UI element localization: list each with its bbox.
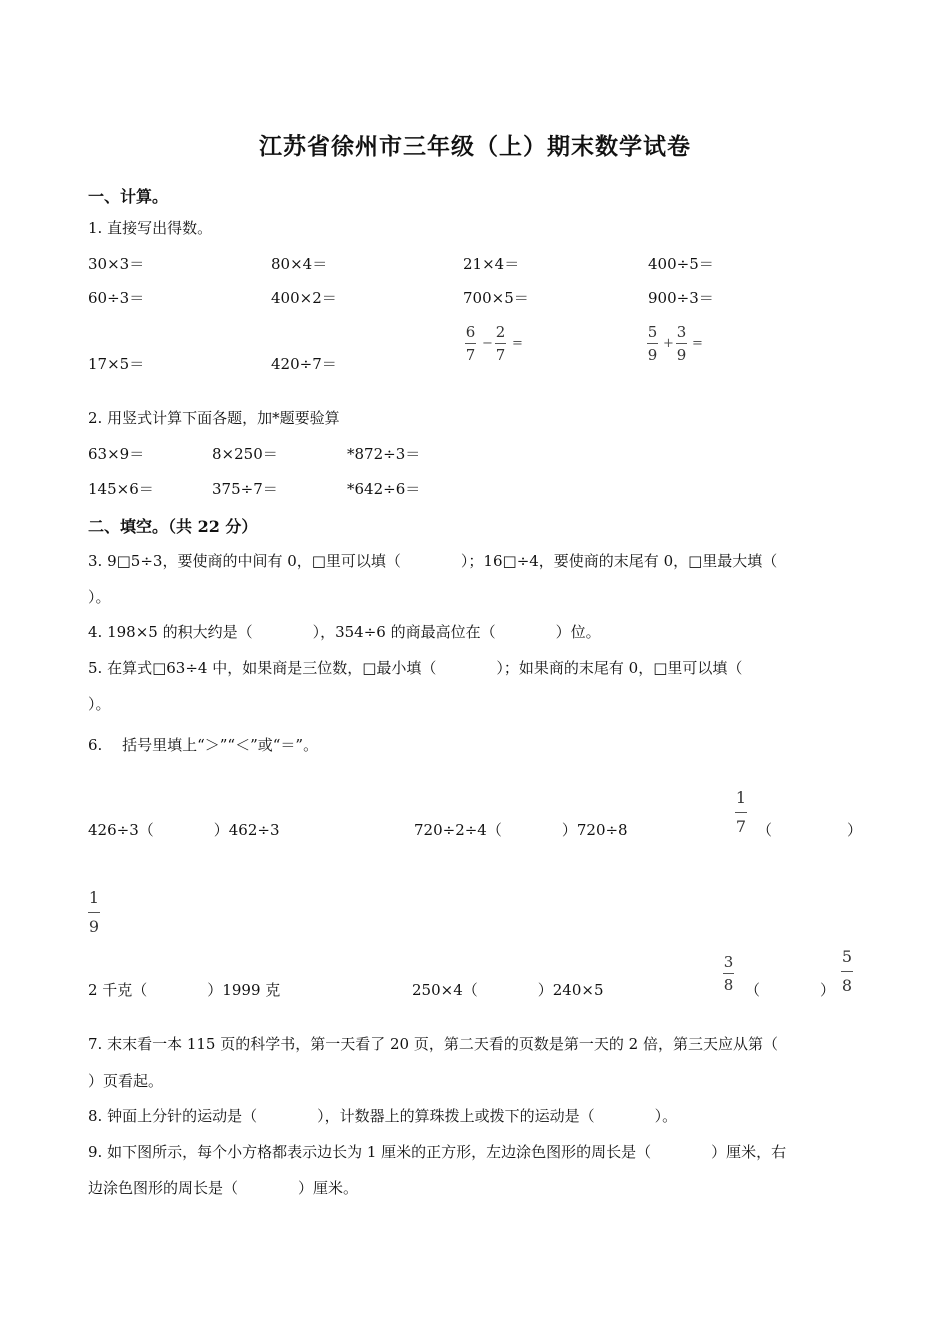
question-7: 7. 末末看一本 115 页的科学书，第一天看了 20 页，第二天看的页数是第一天的 2 倍，第三天应从第（ [88,1035,778,1053]
fraction-numerator: 5 [647,323,658,341]
operator: + [663,336,674,351]
fraction-denominator: 7 [735,817,747,836]
q2-item: 145×6＝ [88,480,154,498]
q1-item: 80×4＝ [271,255,328,273]
fraction [723,953,734,994]
section-heading-calc: 一、计算。 [88,187,169,206]
fraction-numerator: 1 [735,788,747,807]
fraction-denominator: 8 [723,976,734,994]
question-5: 5. 在算式□63÷4 中，如果商是三位数，□最小填（ ）；如果商的末尾有 0，□里可以填（ [88,659,743,677]
q6-compare-item: （ ） [757,821,863,839]
q1-item: 60÷3＝ [88,289,145,307]
fraction-numerator: 1 [88,888,100,907]
fraction-denominator: 9 [647,346,658,364]
fraction [465,323,476,364]
q2-item: *872÷3＝ [347,445,421,463]
fraction-numerator: 3 [676,323,687,341]
fraction-numerator: 3 [723,953,734,971]
q1-item: 700×5＝ [463,289,529,307]
section-heading-fill: 二、填空。（共 22 分） [88,517,258,536]
question-3-cont: ）。 [88,588,111,606]
question-2-label: 2. 用竖式计算下面各题，加*题要验算 [88,409,340,427]
q6-compare-item: 720÷2÷4（ ）720÷8 [414,821,628,839]
question-9: 9. 如下图所示，每个小方格都表示边长为 1 厘米的正方形，左边涂色图形的周长是（ ）厘米，右 [88,1143,787,1161]
q6-compare-item: 2 千克（ ）1999 克 [88,981,281,999]
fraction-denominator: 8 [841,976,853,995]
fraction-numerator: 6 [465,323,476,341]
fraction [735,787,747,838]
q6-compare-item: 250×4（ ）240×5 [412,981,604,999]
fraction-denominator: 9 [676,346,687,364]
page-title: 江苏省徐州市三年级（上）期末数学试卷 [259,133,691,160]
operator: − [482,336,493,351]
fraction-numerator: 2 [495,323,506,341]
q1-item: 900÷3＝ [648,289,714,307]
q6-compare-item: （ ） [745,981,836,999]
fraction [495,323,506,364]
q6-compare-item: 426÷3（ ）462÷3 [88,821,280,839]
equals-sign: = [692,336,703,351]
question-7-cont: ）页看起。 [88,1072,164,1090]
q1-item: 400÷5＝ [648,255,714,273]
q1-item: 17×5＝ [88,355,145,373]
fraction [647,323,658,364]
q2-item: 8×250＝ [212,445,278,463]
question-4: 4. 198×5 的积大约是（ ），354÷6 的商最高位在（ ）位。 [88,623,601,641]
fraction [88,887,100,938]
equals-sign: = [512,336,523,351]
q1-item: 420÷7＝ [271,355,337,373]
q1-item: 400×2＝ [271,289,337,307]
q1-item: 30×3＝ [88,255,145,273]
question-5-cont: ）。 [88,695,111,713]
q2-item: 375÷7＝ [212,480,278,498]
fraction [676,323,687,364]
question-8: 8. 钟面上分针的运动是（ ），计数器上的算珠拨上或拨下的运动是（ ）。 [88,1107,678,1125]
fraction [841,946,853,997]
fraction-denominator: 9 [88,917,100,936]
fraction-numerator: 5 [841,947,853,966]
question-3: 3. 9□5÷3，要使商的中间有 0，□里可以填（ ）；16□÷4，要使商的末尾有 0，□里最大填（ [88,552,778,570]
q1-item: 21×4＝ [463,255,520,273]
question-9-cont: 边涂色图形的周长是（ ）厘米。 [88,1179,359,1197]
question-1-label: 1. 直接写出得数。 [88,219,213,237]
q2-item: 63×9＝ [88,445,145,463]
question-6-label: 6. 括号里填上“＞”“＜”或“＝”。 [88,736,319,754]
fraction-denominator: 7 [495,346,506,364]
fraction-denominator: 7 [465,346,476,364]
q2-item: *642÷6＝ [347,480,421,498]
